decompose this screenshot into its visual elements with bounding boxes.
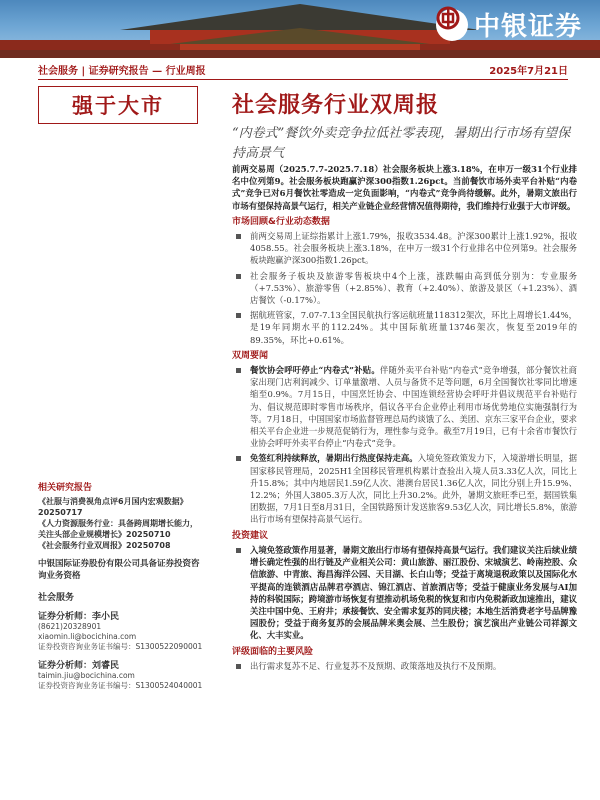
analyst-phone: (8621)20328901 xyxy=(38,622,102,631)
analyst-name: 证券分析师：李小民 xyxy=(38,612,120,622)
list-item: 前两交易周上证综指累计上涨1.79%，报收3534.48。沪深300累计上涨1.92%，报收4058.55。社会服务板块上涨3.18%，在申万一级31个行业排名中位列第9。社会服务板块跑赢沪深300指数1.26pct。 xyxy=(232,230,577,267)
report-subtitle: “内卷式”餐饮外卖竞争拉低社零表现，暑期出行市场有望保持高景气 xyxy=(232,126,571,161)
section-heading-news: 双周要闻 xyxy=(232,350,269,361)
report-date: 2025年7月21日 xyxy=(489,66,568,77)
analyst-name: 证券分析师：刘睿民 xyxy=(38,661,120,671)
section-heading-invest: 投资建议 xyxy=(232,530,269,541)
related-report[interactable]: 《人力资源服务行业：具备跨周期增长能力，关注头部企业规模增长》20250710 xyxy=(38,519,198,539)
analyst-cert: 证券投资咨询业务证书编号：S1300524040001 xyxy=(38,681,203,690)
analyst-email[interactable]: xiaomin.li@bocichina.com xyxy=(38,632,137,641)
analyst-block xyxy=(38,658,203,691)
related-report[interactable]: 《社会服务行业双周报》20250708 xyxy=(38,541,171,550)
rating-box: 强于大市 xyxy=(38,86,198,124)
main-column xyxy=(232,163,577,675)
industry-label: 社会服务 xyxy=(38,593,75,603)
header-banner xyxy=(0,0,600,58)
news-body: 入境免签政策发力下，入境游增长明显，据国家移民管理局，2025H1全国移民管理机构累计查验出入境人员3.33亿人次，同比上升15.8%；其中内地居民1.59亿人次、港澳台居民1.36亿人次，同比分别上升15.9%、12.2%；外国人3805.3万人次，同比上升30.2%。此外，暑期文旅旺季已至，据国铁集团数据，7月1日至8月31日，全国铁路预计发送旅客9.53亿人次，同比增长5.8%，旅游出行市场有望保持高景气运行。 xyxy=(250,453,578,525)
news-lead: 餐饮协会呼吁停止“内卷式”补贴。 xyxy=(250,365,380,376)
list-item: 据航班管家，7.07-7.13全国民航执行客运航班量118312架次，环比上周增长1.44%，是19年同期水平的112.24%。其中国际航班量13746架次，恢复至2019年的89.35%，环比+0.61%。 xyxy=(232,309,577,346)
company-logo xyxy=(436,6,582,43)
news-body: 伴随外卖平台补贴“内卷式”竞争增强，部分餐饮社商家出现门店利润减少、订单量激增、人员与备货不足等问题，6月全国餐饮社零同比增速缩至0.9%。7月15日，中国烹饪协会、中国连锁经营协会呼吁并倡议规范平台补贴行为、倡议规范即时零售市场秩序，倡议各平台企业停止利用市场优势地位实施强制行为等。7月18日，中国国家市场监督管理总局约谈饿了么、美团、京东三家平台企业，要求相关平台企业进一步规范促销行为，理性参与竞争。截至7月19日，已有十余省市餐饮行业协会呼吁外卖平台停止“内卷式”竞争。 xyxy=(250,365,578,449)
report-title: 社会服务行业双周报 xyxy=(232,93,440,118)
analyst-email[interactable]: taimin.jiu@bocichina.com xyxy=(38,671,135,680)
list-item: 社会服务子板块及旅游零售板块中4个上涨，涨跌幅由高到低分别为：专业服务（+7.53%）、旅游零售（+2.85%）、教育（+2.40%）、旅游及景区（+1.23%）、酒店餐饮（-0.17%）。 xyxy=(232,270,577,307)
news-lead: 免签红利持续释放，暑期出行热度保持走高。 xyxy=(250,453,418,464)
logo-text: 中银证券 xyxy=(473,12,582,42)
sidebar xyxy=(38,480,203,691)
report-meta-bar xyxy=(38,60,568,80)
bank-of-china-logo-icon xyxy=(436,9,468,41)
related-reports-heading: 相关研究报告 xyxy=(38,483,93,493)
list-item xyxy=(232,452,577,525)
related-report[interactable]: 《社服与消费視角点评6月国内宏观数据》20250717 xyxy=(38,497,188,517)
analyst-cert: 证券投资咨询业务证书编号：S1300522090001 xyxy=(38,642,203,651)
list-item: 出行需求复苏不足、行业复苏不及预期、政策落地及执行不及预期。 xyxy=(232,660,577,672)
report-type: 社会服务 | 证券研究报告 — 行业周报 xyxy=(38,66,206,77)
list-item: 入境免签政策作用显著，暑期文旅出行市场有望保持高景气运行。我们建议关注后续业绩增长确定性强的出行链及产业相关公司：黄山旅游、丽江股份、宋城演艺、岭南控股、众信旅游、中青旅、海昌海洋公园、天目湖、长白山等；受益于离境退税政策以及国际化水平提高的连锁酒店品牌君亭酒店、锦江酒店、首旅酒店等；受益于健康业务发展与AI加持的科锐国际；跨境游市场恢复有望推动机场免税的恢复和市内免税新政加速推出，建议关注中国中免、王府井；承接餐饮、安全需求复苏的同庆楼；本地生活消费老字号品牌豫园股份；受益于商务复苏的会展品牌米奥会展、兰生股份；演艺演出产业链公司祥源文化、大丰实业。 xyxy=(232,544,577,642)
section-heading-risk: 评级面临的主要风险 xyxy=(232,646,314,657)
company-qualification: 中银国际证券股份有限公司具备证券投资咨询业务资格 xyxy=(38,559,200,581)
intro-paragraph: 前两交易周（2025.7.7-2025.7.18）社会服务板块上涨3.18%，在申万一级31个行业排名中位列第9。社会服务板块跑赢沪深300指数1.26pct。当前餐饮市场外卖平台补贴“内卷式”竞争已对6月餐饮社零造成一定负面影响，“内卷式”竞争尚待缓解。此外，暑期文旅出行市场有望保持高景气运行，相关产业链企业经营情况值得期待，我们维持行业强于大市评级。 xyxy=(232,164,577,211)
list-item xyxy=(232,364,577,449)
analyst-block xyxy=(38,609,203,652)
section-heading-market: 市场回顾&行业动态数据 xyxy=(232,216,330,227)
